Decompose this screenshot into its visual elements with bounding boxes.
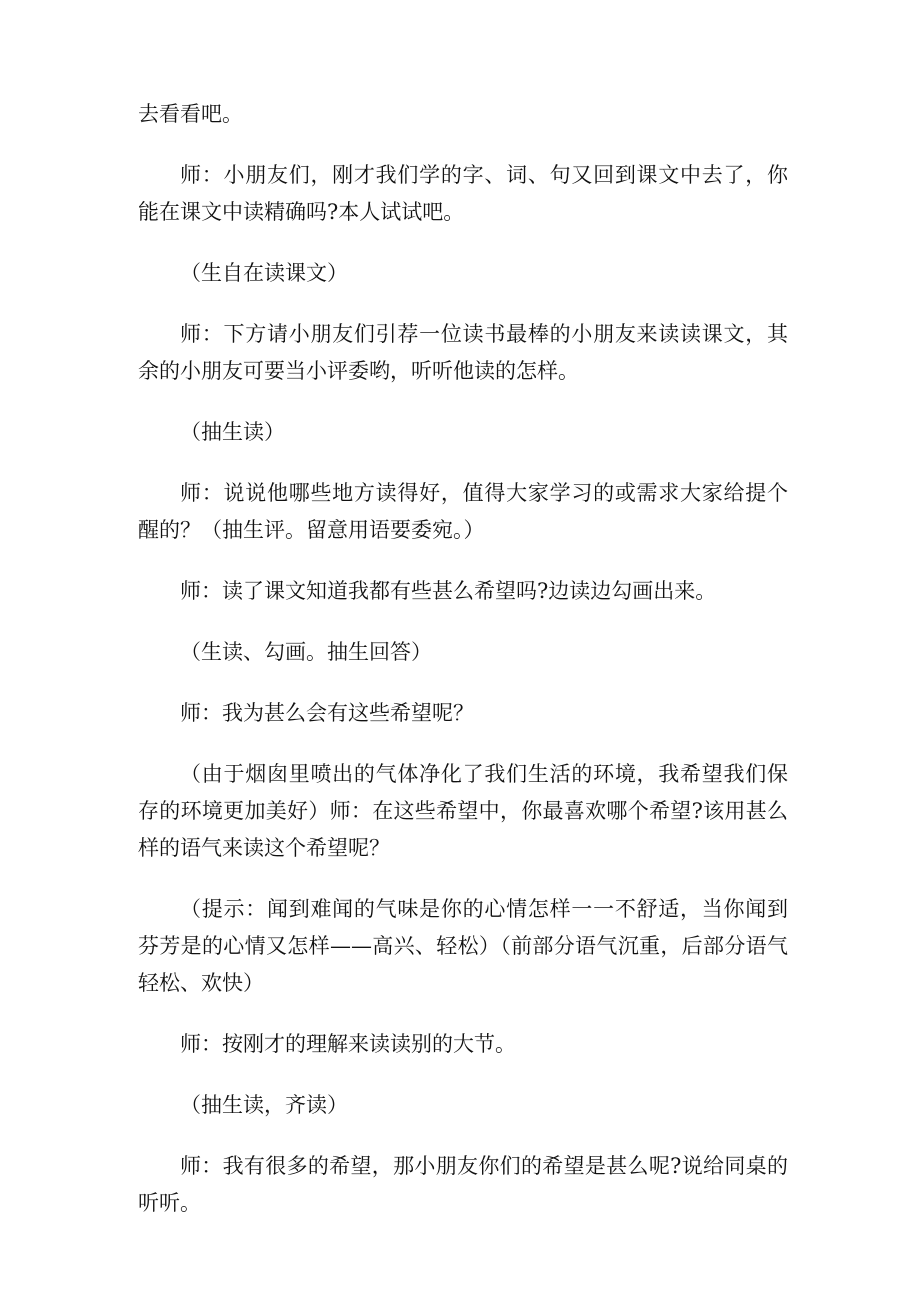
paragraph: （生自在读课文）	[180, 261, 348, 285]
document-body	[138, 96, 788, 1246]
paragraph: 师：我有很多的希望，那小朋友你们的希望是甚么呢?说给同桌的听听。	[138, 1154, 788, 1215]
paragraph: 去看看吧。	[138, 102, 243, 126]
paragraph: 师：小朋友们，刚才我们学的字、词、句又回到课文中去了，你能在课文中读精确吗?本人试试吧。	[138, 163, 788, 224]
paragraph: 师：说说他哪些地方读得好，值得大家学习的或需求大家给提个醒的？（抽生评。留意用语要委宛。）	[138, 481, 788, 542]
paragraph: （生读、勾画。抽生回答）	[180, 640, 432, 664]
paragraph: （抽生读）	[180, 420, 285, 444]
paragraph: 师：按刚才的理解来读读别的大节。	[180, 1032, 516, 1056]
paragraph: （抽生读，齐读）	[180, 1093, 348, 1117]
paragraph: 师：我为甚么会有这些希望呢？	[180, 701, 474, 725]
paragraph: （提示：闻到难闻的气味是你的心情怎样一一不舒适，当你闻到芬芳是的心情又怎样——高兴、轻松）（前部分语气沉重，后部分语气轻松、欢快）	[138, 897, 788, 995]
paragraph: （由于烟囱里喷出的气体净化了我们生活的环境，我希望我们保存的环境更加美好）师：在这些希望中，你最喜欢哪个希望?该用甚么样的语气来读这个希望呢？	[138, 762, 788, 860]
paragraph: 师：读了课文知道我都有些甚么希望吗?边读边勾画出来。	[180, 579, 717, 603]
paragraph: 师：下方请小朋友们引荐一位读书最棒的小朋友来读读课文，其余的小朋友可要当小评委哟，听听他读的怎样。	[138, 322, 788, 383]
